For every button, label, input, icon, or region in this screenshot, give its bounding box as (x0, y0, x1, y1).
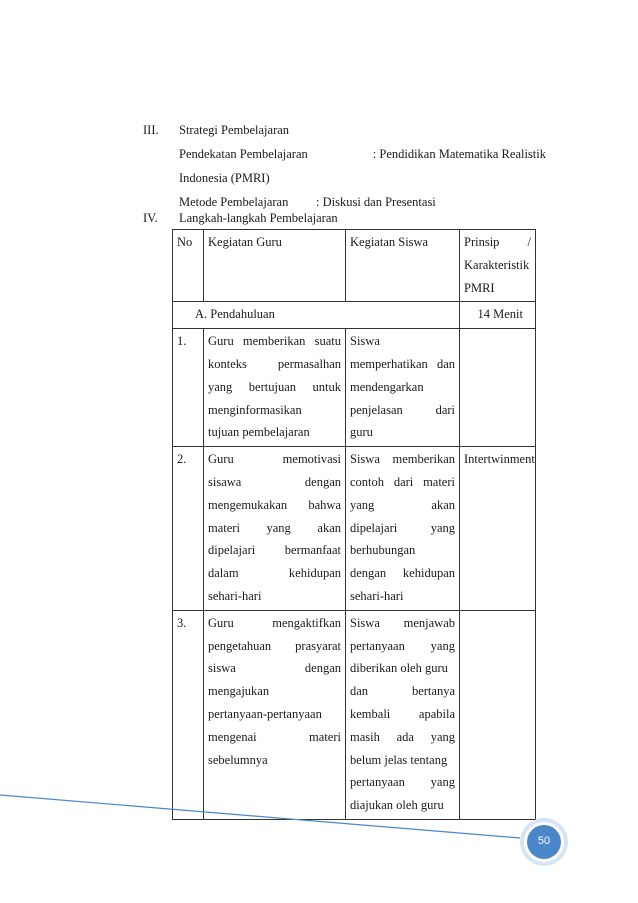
header-prinsip (460, 230, 536, 302)
section-duration: 14 Menit (460, 302, 536, 329)
section-4-title: Langkah-langkah Pembelajaran (179, 211, 338, 225)
header-prinsip-line-1: Prinsip / (464, 235, 531, 249)
header-kegiatan-guru: Kegiatan Guru (204, 230, 346, 302)
siswa-line: Siswa (350, 334, 380, 349)
header-prinsip-line-3: PMRI (464, 280, 495, 295)
section-row-pendahuluan (173, 302, 536, 329)
guru-line: sehari-hari (208, 588, 262, 603)
siswa-line: contoh dari materi (350, 474, 455, 489)
guru-line: menginformasikan (208, 402, 302, 417)
approach-value: : Pendidikan Matematika Realistik (372, 147, 546, 161)
siswa-line: diberikan oleh guru (350, 661, 448, 676)
guru-activity (204, 447, 346, 611)
siswa-line: sehari-hari (350, 588, 404, 603)
section-3-title: Strategi Pembelajaran (179, 123, 290, 137)
siswa-line: dipelajari yang (350, 520, 455, 535)
siswa-activity (346, 610, 460, 819)
header-kegiatan-siswa: Kegiatan Siswa (346, 230, 460, 302)
guru-line: dalam kehidupan (208, 566, 341, 581)
siswa-line: penjelasan dari (350, 402, 455, 417)
siswa-line: kembali apabila (350, 706, 455, 721)
guru-line: mengenai materi (208, 729, 341, 744)
guru-line: pengetahuan prasyarat (208, 638, 341, 653)
row-number: 2. (173, 447, 204, 611)
section-4-numeral: IV. (143, 211, 158, 225)
siswa-line: memperhatikan dan (350, 356, 455, 371)
header-no: No (173, 230, 204, 302)
prinsip-cell (460, 610, 536, 819)
guru-line: siswa dengan (208, 661, 341, 676)
guru-line: pertanyaan-pertanyaan (208, 706, 322, 721)
siswa-line: guru (350, 425, 373, 440)
guru-activity (204, 610, 346, 819)
approach-continuation: Indonesia (PMRI) (179, 171, 270, 185)
row-number: 3. (173, 610, 204, 819)
guru-line: sebelumnya (208, 752, 268, 767)
guru-line: materi yang akan (208, 520, 341, 535)
method-label: Metode Pembelajaran (179, 195, 289, 209)
guru-line: yang bertujuan untuk (208, 379, 341, 394)
footer-divider-line (0, 795, 520, 838)
learning-steps-table (172, 229, 536, 820)
section-3-numeral: III. (143, 123, 159, 137)
row-number: 1. (173, 329, 204, 447)
guru-line: sisawa dengan (208, 474, 341, 489)
siswa-line: yang akan (350, 497, 455, 512)
siswa-line: belum jelas tentang (350, 752, 448, 767)
siswa-line: dengan kehidupan (350, 566, 455, 581)
siswa-line: Siswa memberikan (350, 452, 455, 467)
siswa-line: dan bertanya (350, 684, 455, 699)
guru-line: mengajukan (208, 684, 270, 699)
prinsip-cell: Intertwinment (460, 447, 536, 611)
guru-line: tujuan pembelajaran (208, 425, 310, 440)
siswa-line: Siswa menjawab (350, 615, 455, 630)
siswa-activity (346, 447, 460, 611)
prinsip-cell (460, 329, 536, 447)
guru-line: konteks permasalhan (208, 356, 341, 371)
guru-line: mengemukakan bahwa (208, 497, 341, 512)
method-value: : Diskusi dan Presentasi (316, 195, 436, 209)
table-row (173, 447, 536, 611)
section-label: A. Pendahuluan (173, 302, 460, 329)
guru-line: Guru mengaktifkan (208, 615, 341, 630)
siswa-activity (346, 329, 460, 447)
table-header-row (173, 230, 536, 302)
guru-line: Guru memotivasi (208, 452, 341, 467)
table-row (173, 610, 536, 819)
siswa-line: pertanyaan yang (350, 775, 455, 790)
siswa-line: masih ada yang (350, 729, 455, 744)
guru-activity (204, 329, 346, 447)
approach-label: Pendekatan Pembelajaran (179, 147, 308, 161)
guru-line: Guru memberikan suatu (208, 334, 341, 349)
siswa-line: berhubungan (350, 543, 416, 558)
table-row (173, 329, 536, 447)
header-prinsip-line-2: Karakteristik (464, 257, 530, 272)
siswa-line: mendengarkan (350, 379, 424, 394)
guru-line: dipelajari bermanfaat (208, 543, 341, 558)
page-number: 50 (537, 835, 551, 847)
siswa-line: diajukan oleh guru (350, 798, 444, 813)
siswa-line: pertanyaan yang (350, 638, 455, 653)
